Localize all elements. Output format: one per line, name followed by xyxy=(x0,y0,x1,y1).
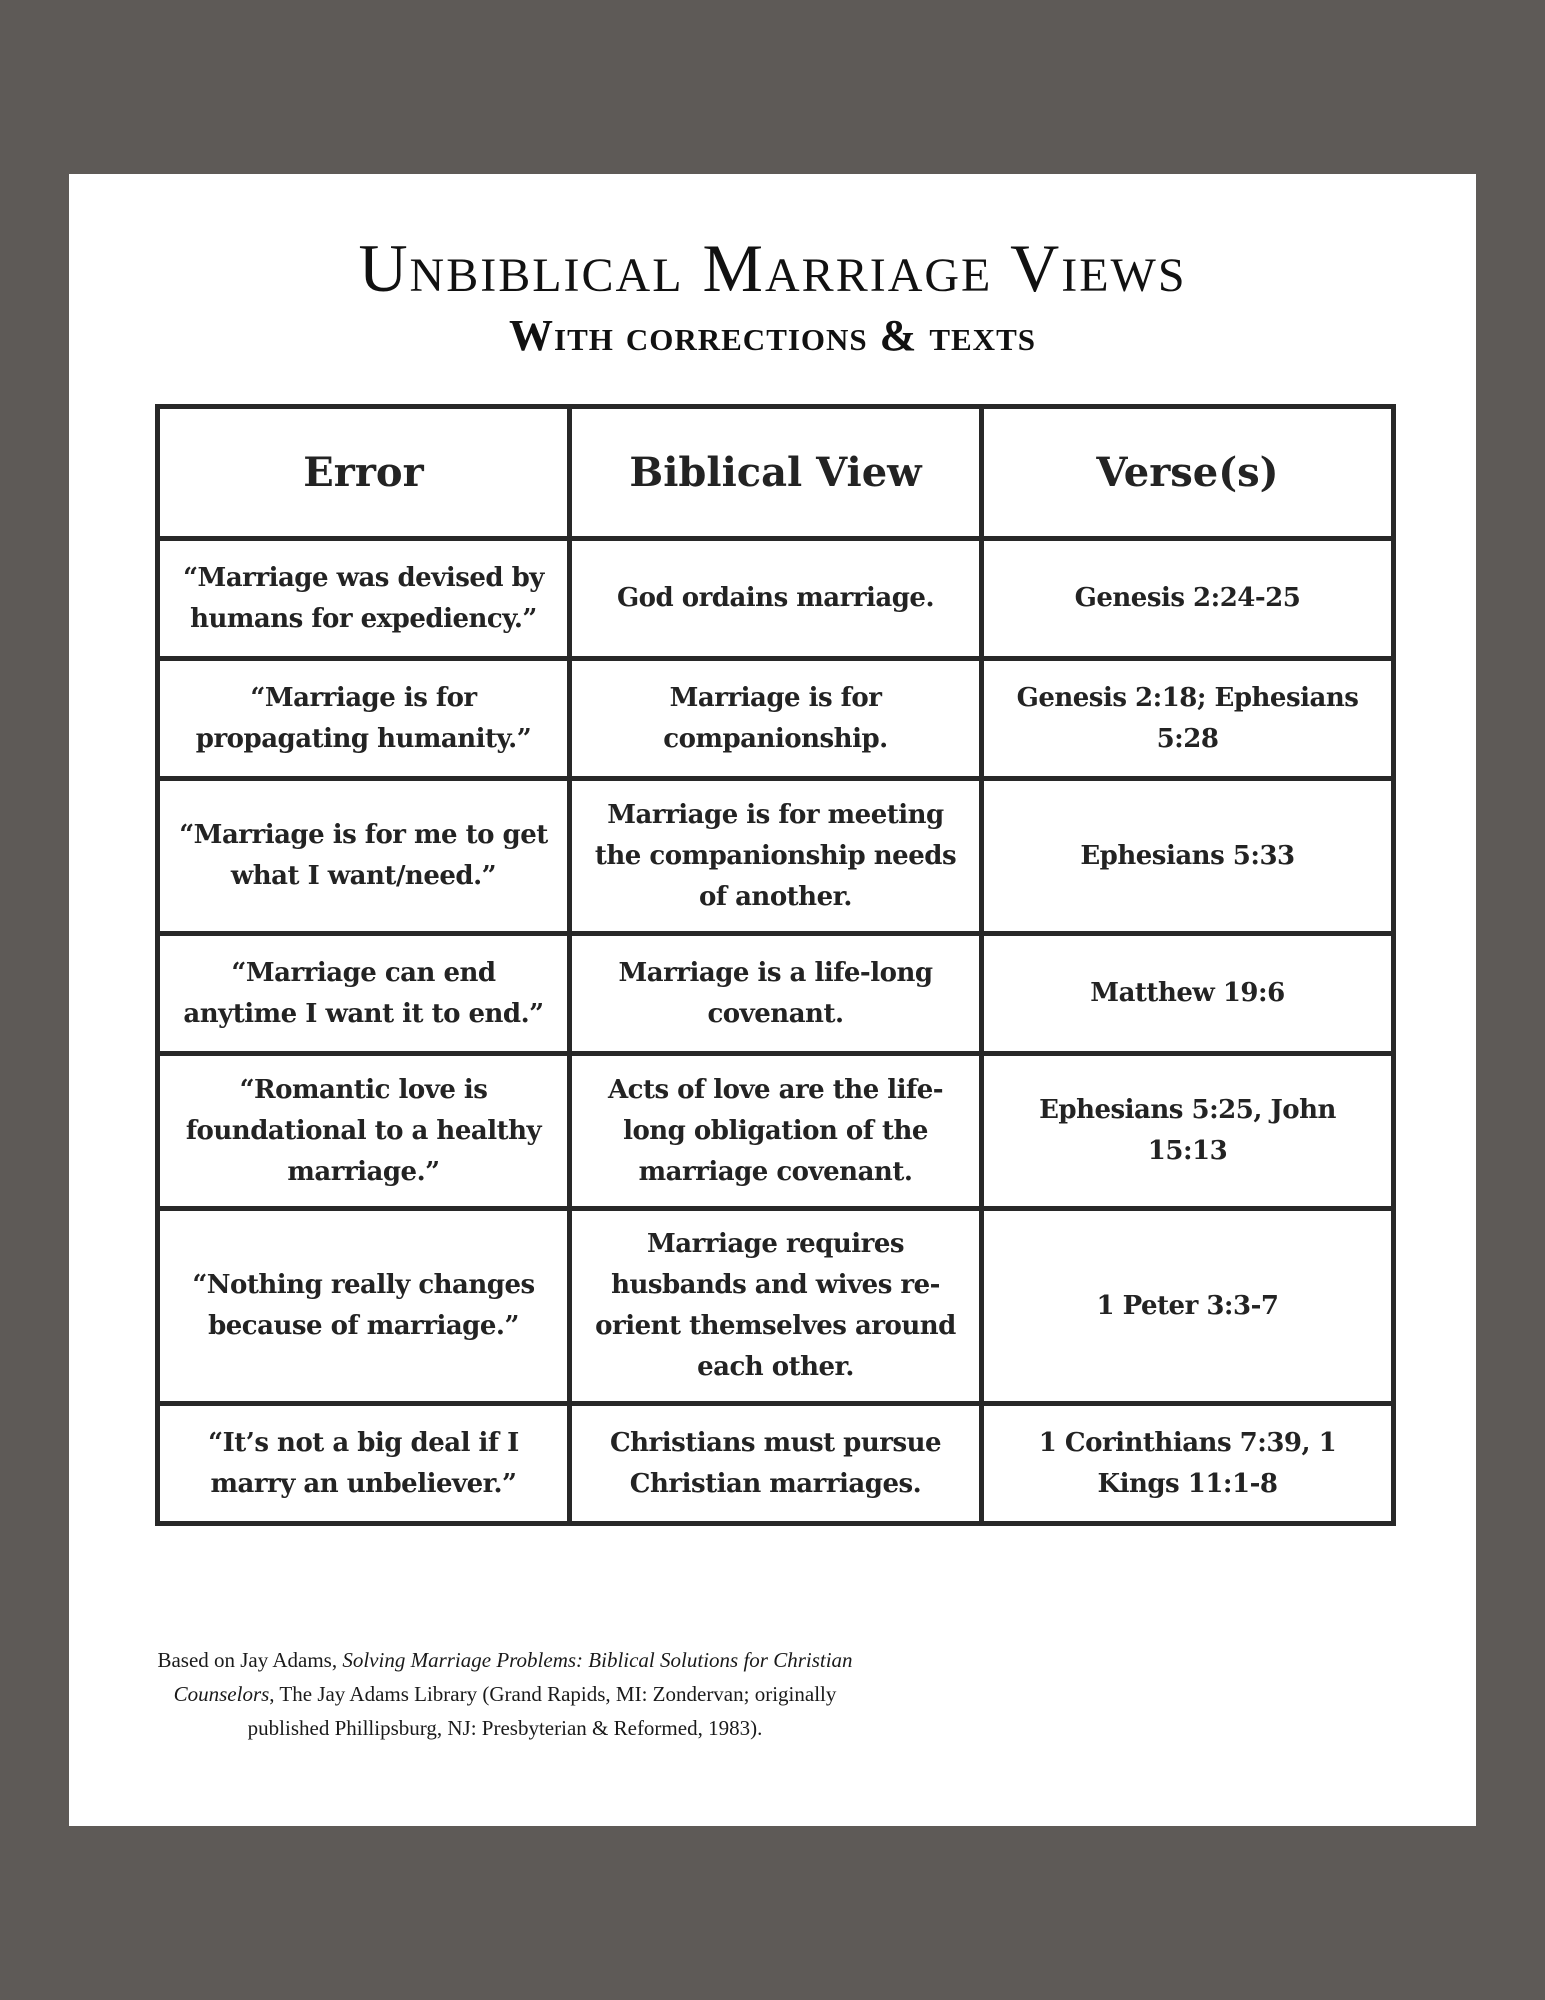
table-row xyxy=(158,539,1394,659)
biblical-view-cell: Marriage is a life-long covenant. xyxy=(570,934,982,1054)
verses-cell: 1 Corinthians 7:39, 1 Kings 11:1-8 xyxy=(982,1404,1394,1524)
biblical-view-cell: God ordains marriage. xyxy=(570,539,982,659)
table-header-row xyxy=(158,407,1394,539)
biblical-view-cell: Christians must pursue Christian marriages. xyxy=(570,1404,982,1524)
verses-cell: Genesis 2:18; Ephesians 5:28 xyxy=(982,659,1394,779)
biblical-view-cell: Acts of love are the life-long obligation of the marriage covenant. xyxy=(570,1054,982,1209)
table-row xyxy=(158,659,1394,779)
verses-cell: Genesis 2:24-25 xyxy=(982,539,1394,659)
column-header-verses: Verse(s) xyxy=(982,407,1394,539)
error-cell: “Marriage is for propagating humanity.” xyxy=(158,659,570,779)
biblical-view-cell: Marriage is for companionship. xyxy=(570,659,982,779)
verses-cell: Ephesians 5:33 xyxy=(982,779,1394,934)
table-row xyxy=(158,779,1394,934)
table-row xyxy=(158,1209,1394,1404)
error-cell: “Marriage is for me to get what I want/need.” xyxy=(158,779,570,934)
verses-cell: Matthew 19:6 xyxy=(982,934,1394,1054)
table-row xyxy=(158,934,1394,1054)
page-title: Unbiblical Marriage Views xyxy=(358,230,1187,306)
column-header-biblical-view: Biblical View xyxy=(570,407,982,539)
page-subtitle: With corrections & texts xyxy=(509,311,1036,360)
biblical-view-cell: Marriage is for meeting the companionship needs of another. xyxy=(570,779,982,934)
verses-cell: Ephesians 5:25, John 15:13 xyxy=(982,1054,1394,1209)
citation-suffix: , The Jay Adams Library (Grand Rapids, MI: Zondervan; originally published Phillipsburg, NJ: Presbyterian & Reformed, 1983). xyxy=(247,1682,837,1740)
biblical-view-cell: Marriage requires husbands and wives re-orient themselves around each other. xyxy=(570,1209,982,1404)
citation-book-title: Solving Marriage Problems: Biblical Solutions for Christian Counselors xyxy=(173,1648,853,1706)
citation-prefix: Based on Jay Adams, xyxy=(157,1648,343,1672)
source-citation xyxy=(155,1643,855,1745)
table-row xyxy=(158,1054,1394,1209)
marriage-views-table xyxy=(155,404,1396,1526)
error-cell: “Marriage was devised by humans for expediency.” xyxy=(158,539,570,659)
column-header-error: Error xyxy=(158,407,570,539)
error-cell: “Romantic love is foundational to a healthy marriage.” xyxy=(158,1054,570,1209)
table-row xyxy=(158,1404,1394,1524)
verses-cell: 1 Peter 3:3-7 xyxy=(982,1209,1394,1404)
error-cell: “Nothing really changes because of marriage.” xyxy=(158,1209,570,1404)
document-page xyxy=(69,174,1476,1826)
error-cell: “It’s not a big deal if I marry an unbeliever.” xyxy=(158,1404,570,1524)
error-cell: “Marriage can end anytime I want it to end.” xyxy=(158,934,570,1054)
